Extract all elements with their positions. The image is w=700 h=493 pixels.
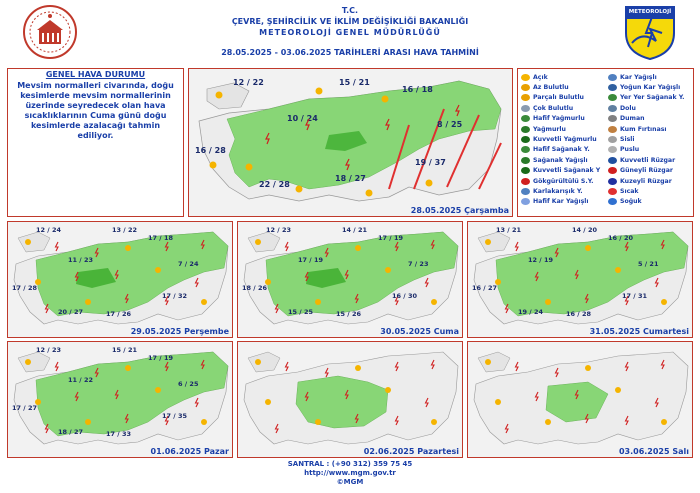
temp-day4-8: 16 / 28 (566, 310, 591, 318)
legend-item-right-8 (608, 155, 696, 165)
rain-icon (521, 126, 530, 133)
legend-item-left-9 (521, 166, 609, 176)
legend-item-left-1 (521, 82, 609, 92)
fog-icon (608, 136, 617, 143)
legend-item-left-7 (521, 145, 609, 155)
legend-label: Duman (620, 115, 645, 123)
shower-icon (521, 157, 530, 164)
legend-item-left-2 (521, 93, 609, 103)
legend (517, 68, 694, 217)
light-shower-icon (521, 146, 530, 153)
map-panel-day-2 (7, 221, 233, 338)
legend-item-left-8 (521, 155, 609, 165)
legend-item-right-6 (608, 134, 696, 144)
temp-day1-0: 12 / 22 (233, 78, 264, 87)
legend-item-right-9 (608, 166, 696, 176)
header-directorate: METEOROLOJİ GENEL MÜDÜRLÜĞÜ (259, 28, 441, 37)
turkey-map-day-2 (8, 222, 233, 338)
summary-text: Mevsim normalleri civarında, doğu kesimlerde mevsim normallerinin üzerinde seyredecek olan hava sıcaklıklarının Cuma günü doğu kesimlerde azalacağı tahmin ediliyor. (17, 81, 174, 140)
legend-label: Kuvvetli Rüzgar (620, 156, 676, 164)
header-forecast-range: 28.05.2025 - 03.06.2025 TARİHLERİ ARASI HAVA TAHMİNİ (221, 48, 479, 57)
legend-item-right-2 (608, 93, 696, 103)
legend-label: Sisli (620, 136, 635, 144)
map-panel-day-5 (7, 341, 233, 458)
temp-day3-4: 7 / 23 (408, 260, 429, 268)
legend-item-left-3 (521, 103, 609, 113)
turkey-map-day-5 (8, 342, 233, 458)
turkey-map-day-6 (238, 342, 463, 458)
partly-cloudy-icon (521, 94, 530, 101)
temp-day1-2: 16 / 18 (402, 85, 433, 94)
temp-day1-4: 8 / 25 (437, 120, 463, 129)
temp-day5-1: 15 / 21 (112, 346, 137, 354)
ministry-logo (22, 4, 78, 60)
legend-label: Açık (533, 73, 548, 81)
legend-label: Dolu (620, 104, 636, 112)
temp-day4-7: 19 / 24 (518, 308, 543, 316)
map-panel-day-3 (237, 221, 463, 338)
temp-day4-4: 5 / 21 (638, 260, 659, 268)
hail-icon (608, 105, 617, 112)
header-ministry: ÇEVRE, ŞEHİRCİLİK VE İKLİM DEĞİŞİKLİĞİ BAKANLIĞI (231, 17, 469, 26)
legend-item-left-11 (521, 186, 609, 196)
legend-item-right-3 (608, 103, 696, 113)
panel-date-day-6: 02.06.2025 Pazartesi (363, 447, 459, 456)
temp-day3-5: 18 / 26 (242, 284, 267, 292)
sandstorm-icon (608, 126, 617, 133)
turkey-map-day-4 (468, 222, 693, 338)
temp-day5-5: 17 / 27 (12, 404, 37, 412)
turkey-map-day-1 (189, 69, 513, 217)
legend-right-column (608, 72, 696, 207)
light-rain-icon (521, 115, 530, 122)
legend-label: Çok Bulutlu (533, 104, 574, 112)
thunderstorm-icon (521, 178, 530, 185)
legend-label: Sıcak (620, 187, 639, 195)
panel-date-day-4: 31.05.2025 Cumartesi (589, 327, 689, 336)
temp-day4-2: 16 / 20 (608, 234, 633, 242)
legend-label: Kar Yağışlı (620, 73, 657, 81)
legend-label: Hafif Sağanak Y. (533, 146, 590, 154)
temp-day5-0: 12 / 23 (36, 346, 61, 354)
map-panel-day-7 (467, 341, 693, 458)
legend-label: Karlakarışık Y. (533, 187, 583, 195)
footer-phone: SANTRAL : (+90 312) 359 75 45 (287, 460, 413, 468)
heavy-rain-icon (521, 136, 530, 143)
legend-item-right-7 (608, 145, 696, 155)
legend-item-left-5 (521, 124, 609, 134)
legend-label: Kum Fırtınası (620, 125, 667, 133)
temp-day5-6: 17 / 35 (162, 412, 187, 420)
summary-title: GENEL HAVA DURUMU (45, 70, 146, 79)
temp-day3-1: 14 / 21 (342, 226, 367, 234)
sleet-icon (521, 188, 530, 195)
map-panel-day-4 (467, 221, 693, 338)
temp-day5-8: 17 / 33 (106, 430, 131, 438)
temp-day2-2: 17 / 18 (148, 234, 173, 242)
legend-item-right-10 (608, 176, 696, 186)
temp-day5-2: 17 / 19 (148, 354, 173, 362)
legend-item-right-5 (608, 124, 696, 134)
general-weather-summary (7, 68, 184, 217)
footer (0, 460, 700, 487)
legend-item-right-11 (608, 186, 696, 196)
legend-label: Güneyli Rüzgar (620, 167, 673, 175)
legend-label: Hafif Yağmurlu (533, 115, 585, 123)
temp-day1-1: 15 / 21 (339, 78, 370, 87)
north-wind-icon (608, 178, 617, 185)
meteoroloji-logo-text: METEOROLOJİ (628, 9, 672, 15)
legend-item-left-4 (521, 114, 609, 124)
legend-label: Gökgürültülü S.Y. (533, 177, 594, 185)
footer-copyright: ©MGM (336, 478, 364, 486)
temp-day2-7: 20 / 27 (58, 308, 83, 316)
temp-day2-8: 17 / 26 (106, 310, 131, 318)
temp-day5-3: 11 / 22 (68, 376, 93, 384)
legend-item-right-4 (608, 114, 696, 124)
heavy-snow-icon (608, 84, 617, 91)
temp-day2-6: 17 / 32 (162, 292, 187, 300)
turkey-map-day-7 (468, 342, 693, 458)
temp-day4-0: 13 / 21 (496, 226, 521, 234)
footer-url[interactable]: http://www.mgm.gov.tr (304, 469, 396, 477)
temp-day3-6: 16 / 30 (392, 292, 417, 300)
temp-day2-3: 11 / 23 (68, 256, 93, 264)
cloudy-icon (521, 105, 530, 112)
map-panel-day-1 (188, 68, 513, 217)
legend-item-right-1 (608, 82, 696, 92)
temp-day2-1: 13 / 22 (112, 226, 137, 234)
sun-icon (521, 74, 530, 81)
legend-item-left-0 (521, 72, 609, 82)
temp-day5-4: 6 / 25 (178, 380, 199, 388)
legend-label: Kuzeyli Rüzgar (620, 177, 672, 185)
temp-day5-7: 18 / 27 (58, 428, 83, 436)
legend-label: Parçalı Bulutlu (533, 94, 584, 102)
meteoroloji-logo (622, 3, 678, 61)
smoke-icon (608, 115, 617, 122)
temp-day1-5: 16 / 28 (195, 146, 226, 155)
legend-item-left-10 (521, 176, 609, 186)
cold-icon (608, 198, 617, 205)
temp-day3-0: 12 / 23 (266, 226, 291, 234)
legend-item-left-12 (521, 197, 609, 207)
legend-label: Az Bulutlu (533, 84, 569, 92)
legend-item-right-0 (608, 72, 696, 82)
panel-date-day-3: 30.05.2025 Cuma (380, 327, 459, 336)
temp-day4-6: 17 / 31 (622, 292, 647, 300)
heavy-shower-icon (521, 167, 530, 174)
temp-day4-3: 12 / 19 (528, 256, 553, 264)
legend-label: Soğuk (620, 198, 642, 206)
panel-date-day-1: 28.05.2025 Çarşamba (410, 206, 509, 215)
snow-icon (608, 74, 617, 81)
legend-left-column (521, 72, 609, 207)
legend-item-left-6 (521, 134, 609, 144)
hot-icon (608, 188, 617, 195)
south-wind-icon (608, 167, 617, 174)
temp-day2-0: 12 / 24 (36, 226, 61, 234)
light-snow-icon (521, 198, 530, 205)
map-panel-day-6 (237, 341, 463, 458)
temp-day1-6: 19 / 37 (415, 158, 446, 167)
strong-wind-icon (608, 157, 617, 164)
legend-label: Sağanak Yağışlı (533, 156, 588, 164)
panel-date-day-7: 03.06.2025 Salı (618, 447, 689, 456)
legend-item-right-12 (608, 197, 696, 207)
legend-label: Kuvvetli Yağmurlu (533, 136, 597, 144)
legend-label: Kuvvetli Sağanak Y (533, 167, 601, 175)
legend-label: Puslu (620, 146, 640, 154)
legend-label: Yağmurlu (533, 125, 566, 133)
temp-day3-8: 15 / 26 (336, 310, 361, 318)
panel-date-day-2: 29.05.2025 Perşembe (130, 327, 229, 336)
temp-day1-7: 22 / 28 (259, 180, 290, 189)
header (0, 0, 700, 68)
header-tc: T.C. (341, 6, 359, 15)
temp-day1-8: 18 / 27 (335, 174, 366, 183)
panel-date-day-5: 01.06.2025 Pazar (150, 447, 229, 456)
legend-label: Yer Yer Sağanak Y. (620, 94, 685, 102)
legend-label: Yoğun Kar Yağışlı (620, 84, 681, 92)
turkey-map-day-3 (238, 222, 463, 338)
temp-day3-3: 17 / 19 (298, 256, 323, 264)
haze-icon (608, 146, 617, 153)
temp-day2-5: 17 / 28 (12, 284, 37, 292)
legend-label: Hafif Kar Yağışlı (533, 198, 589, 206)
temp-day1-3: 10 / 24 (287, 114, 318, 123)
temp-day4-5: 16 / 27 (472, 284, 497, 292)
temp-day4-1: 14 / 20 (572, 226, 597, 234)
few-clouds-icon (521, 84, 530, 91)
temp-day3-2: 17 / 19 (378, 234, 403, 242)
temp-day2-4: 7 / 24 (178, 260, 199, 268)
temp-day3-7: 15 / 25 (288, 308, 313, 316)
scattered-shower-icon (608, 94, 617, 101)
